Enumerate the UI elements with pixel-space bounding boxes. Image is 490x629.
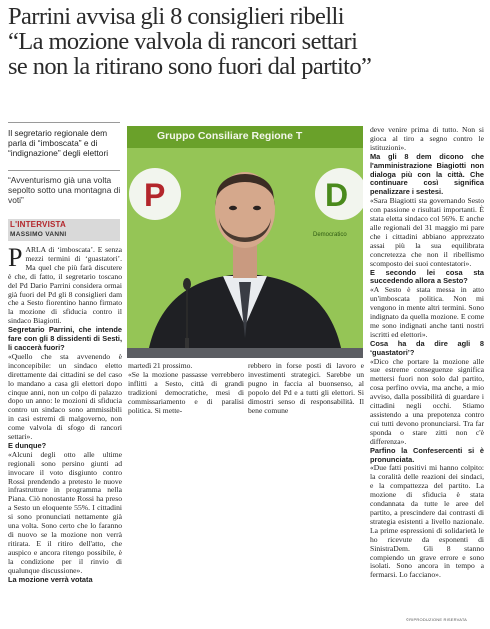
article-column-4 bbox=[370, 126, 484, 580]
svg-text:P: P bbox=[144, 177, 166, 213]
article-paragraph: «Alcuni degli otto alle ultime regionali sono persino giunti ad invocare il voto disgiunto contro Rossi prendendo a pretesto le nuove infrastrutture in programma nella Piana. Ciò nonostante Rossi ha preso a Sesto un eloquente 55%. I cittadini si sono pronunciati nettamente già una volta. Sono certo che lo faranno di nuovo se la mozione non verrà ritirata. E il ritiro dell'atto, che auspico e ancora ritengo possibile, è la condizione per il rinvio di qualunque discussione». bbox=[8, 449, 122, 575]
article-paragraph: martedì 21 prossimo. bbox=[128, 361, 193, 370]
section-tag: L'INTERVISTA bbox=[10, 220, 67, 229]
article-column-3 bbox=[248, 362, 364, 415]
article-column-1 bbox=[8, 243, 122, 584]
headline-line-1: Parrini avvisa gli 8 consiglieri ribelli bbox=[8, 3, 344, 30]
portrait-illustration bbox=[127, 126, 363, 358]
headline bbox=[8, 4, 484, 79]
deck: Il segretario regionale dem parla di “imboscata” e di “indignazione” degli elettori bbox=[8, 128, 109, 158]
pd-logo-left bbox=[129, 168, 181, 220]
interview-question: Ma gli 8 dem dicono che l'amministrazione Biagiotti non dialoga più con la città. Che continuare così significa penalizzare i sestesi. bbox=[370, 151, 484, 197]
article-paragraph: «Se la mozione passasse verrebbero inflitti a Sesto, città di grandi tradizioni democratiche, mesi di commissariamento e di paralisi politica. Si mette- bbox=[128, 369, 244, 415]
interview-question: E secondo lei cosa sta succedendo allora a Sesto? bbox=[370, 267, 484, 286]
headline-line-2: “La mozione valvola di rancori settari bbox=[8, 28, 358, 55]
article-paragraph: «A Sesto è stata messa in atto un'imboscata politica. Non mi vengono in mente altri termini. Sono indignato da quella mozione. E come me sono indignati anche tanti nostri iscritti ed elettori». bbox=[370, 285, 484, 339]
divider bbox=[8, 122, 120, 123]
article-paragraph: rebbero in forse posti di lavoro e investimenti strategici. Sarebbe un pugno in faccia al buonsenso, al popolo del Pd e a tutti gli elettori. Si dimostri senso di responsabilità. Il bene comune bbox=[248, 361, 364, 415]
pull-quote: “Avventurismo già una volta sepolto sotto una montagna di voti” bbox=[8, 175, 121, 205]
photo-banner-text: Gruppo Consiliare Regione T bbox=[157, 130, 303, 142]
interview-question: Segretario Parrini, che intende fare con gli 8 dissidenti di Sesti, li caccerà fuori? bbox=[8, 325, 122, 352]
article-paragraph: «Due fatti positivi mi hanno colpito: la coralità delle reazioni dei sindaci, e la compattezza del partito. La mozione di sfiducia è stata condannata da tutte le aree del partito, a prescindere dai contrasti di strategia esistenti a livello nazionale. La prime espressioni di solidarietà le ho ricevute da esponenti di SinistraDem. Gli 8 stanno compiendo un grave errore e sono isolati. Sono ancora in tempo a fermarsi. Lo facciano». bbox=[370, 463, 484, 580]
headline-line-3: se non la ritirano sono fuori dal partito” bbox=[8, 53, 372, 80]
interview-question: Cosa ha da dire agli 8 ‘guastatori’? bbox=[370, 338, 484, 357]
article-column-2 bbox=[128, 362, 244, 415]
copyright-credit: ©RIPRODUZIONE RISERVATA bbox=[406, 617, 468, 622]
svg-text:D: D bbox=[325, 177, 349, 213]
article-paragraph: «Sara Biagiotti sta governando Sesto con passione e risultati importanti. È stata eletta sindaco col 56%. E anche alle regionali del 31 maggio mi pare che i cittadini abbiano apprezzato assai più la sua equilibrata concretezza che non il ribellismo scomposto dei suoi contestatori». bbox=[370, 196, 484, 268]
article-paragraph: ARLA di ‘imboscata’. E senza mezzi termini di ‘guastatori’. Ma quel che più farà discutere è che, di fatto, il segretario toscano del Pd Dario Parrini considera ormai già fuori del Pd gli 8 consiglieri dam che a Sesto fiorentino hanno firmato la mozione di sfiducia contro il sindaco Biagiotti. bbox=[8, 245, 122, 326]
interview-question: La mozione verrà votata bbox=[8, 574, 93, 584]
interview-question: E dunque? bbox=[8, 440, 47, 450]
photo-logo-subtitle: Democratico bbox=[313, 232, 347, 238]
drop-cap: P bbox=[8, 243, 23, 272]
interview-question: Parfino la Confesercenti si è pronunciata. bbox=[370, 445, 484, 464]
article-paragraph: deve venire prima di tutto. Non si gioca al tiro a segno contro le istituzioni». bbox=[370, 125, 484, 152]
article-paragraph: «Dico che portare la mozione alle sue estreme conseguenze significa mettersi fuori non solo dal partito, cosa perfino ovvia, ma anche, a mio avviso, dalla possibilità di guardare i cittadini negli occhi. Stiamo assistendo a una prepotenza contro cui tutti devono pronunciarsi. Tra far sponda o stare zitti non c'è differenza». bbox=[370, 356, 484, 446]
photo-portrait bbox=[127, 126, 363, 358]
article-paragraph: «Quello che sta avvenendo è inconcepibile: un sindaco eletto direttamente dai cittadini se del caso lo mandano a casa gli elettori dopo cinque anni, non un colpo di palazzo dopo un anno: le mozioni di sfiducia contro un sindaco sono ammissibili in casi estremi di malgoverno, non come valvola di sfogo di rancori settari». bbox=[8, 351, 122, 442]
byline: MASSIMO VANNI bbox=[10, 231, 67, 238]
divider bbox=[8, 170, 120, 171]
